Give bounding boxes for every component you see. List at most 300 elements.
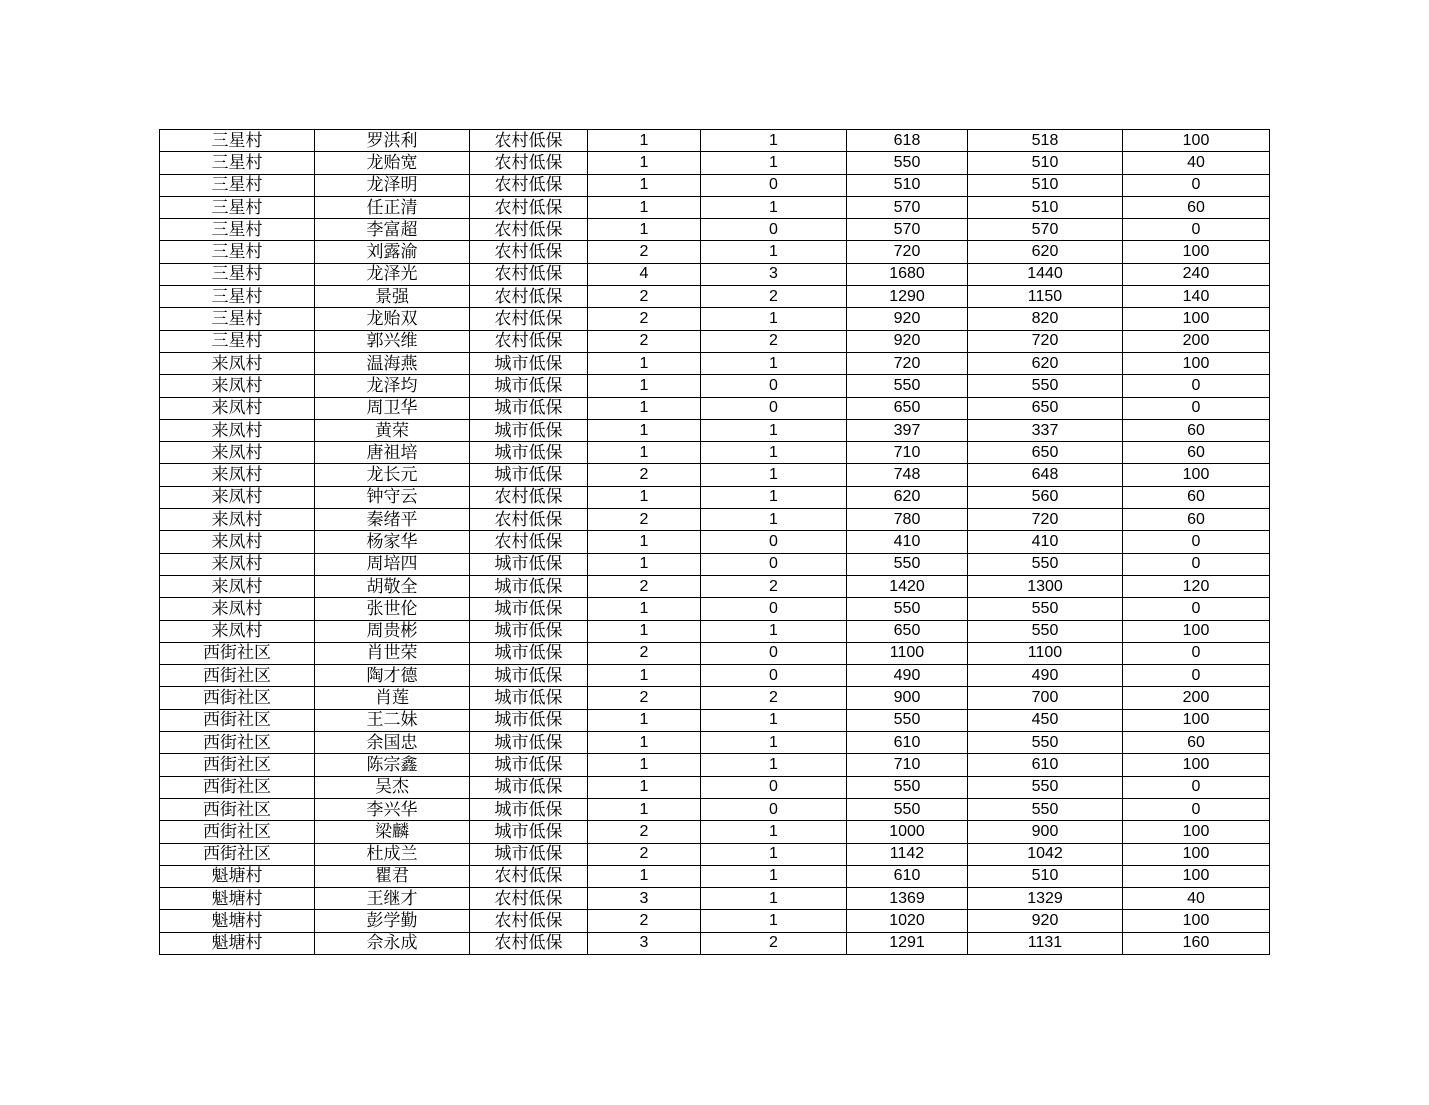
- village-cell: 魁塘村: [160, 932, 315, 954]
- difference-cell: 40: [1123, 152, 1270, 174]
- household-size-cell: 1: [588, 598, 701, 620]
- amount-cell: 618: [847, 130, 968, 152]
- amount-cell: 550: [847, 798, 968, 820]
- recipients-cell: 1: [701, 865, 847, 887]
- household-size-cell: 1: [588, 130, 701, 152]
- difference-cell: 100: [1123, 620, 1270, 642]
- recipients-cell: 2: [701, 932, 847, 954]
- table-row: [160, 732, 1270, 754]
- household-size-cell: 1: [588, 531, 701, 553]
- name-cell: 任正清: [315, 196, 470, 218]
- recipients-cell: 1: [701, 843, 847, 865]
- recipients-cell: 0: [701, 642, 847, 664]
- table-row: [160, 575, 1270, 597]
- name-cell: 杨家华: [315, 531, 470, 553]
- recipients-cell: 1: [701, 732, 847, 754]
- base-amount-cell: 620: [968, 352, 1123, 374]
- household-size-cell: 2: [588, 308, 701, 330]
- difference-cell: 100: [1123, 352, 1270, 374]
- type-cell: 城市低保: [470, 553, 588, 575]
- type-cell: 农村低保: [470, 531, 588, 553]
- amount-cell: 900: [847, 687, 968, 709]
- village-cell: 西街社区: [160, 843, 315, 865]
- difference-cell: 160: [1123, 932, 1270, 954]
- name-cell: 佘永成: [315, 932, 470, 954]
- table-row: [160, 419, 1270, 441]
- name-cell: 黄荣: [315, 419, 470, 441]
- base-amount-cell: 490: [968, 665, 1123, 687]
- type-cell: 农村低保: [470, 509, 588, 531]
- table-body: [160, 130, 1270, 955]
- difference-cell: 100: [1123, 241, 1270, 263]
- table-row: [160, 531, 1270, 553]
- base-amount-cell: 1440: [968, 263, 1123, 285]
- recipients-cell: 1: [701, 352, 847, 374]
- base-amount-cell: 550: [968, 798, 1123, 820]
- village-cell: 来凤村: [160, 531, 315, 553]
- table-row: [160, 152, 1270, 174]
- table-row: [160, 464, 1270, 486]
- amount-cell: 1290: [847, 286, 968, 308]
- amount-cell: 1420: [847, 575, 968, 597]
- name-cell: 吴杰: [315, 776, 470, 798]
- table-row: [160, 665, 1270, 687]
- household-size-cell: 2: [588, 286, 701, 308]
- household-size-cell: 4: [588, 263, 701, 285]
- name-cell: 龙泽均: [315, 375, 470, 397]
- table-row: [160, 130, 1270, 152]
- table-row: [160, 642, 1270, 664]
- base-amount-cell: 610: [968, 754, 1123, 776]
- amount-cell: 920: [847, 330, 968, 352]
- household-size-cell: 2: [588, 509, 701, 531]
- recipients-cell: 1: [701, 486, 847, 508]
- difference-cell: 0: [1123, 665, 1270, 687]
- type-cell: 农村低保: [470, 308, 588, 330]
- recipients-cell: 1: [701, 910, 847, 932]
- amount-cell: 720: [847, 352, 968, 374]
- type-cell: 城市低保: [470, 598, 588, 620]
- type-cell: 城市低保: [470, 620, 588, 642]
- recipients-cell: 1: [701, 464, 847, 486]
- base-amount-cell: 560: [968, 486, 1123, 508]
- amount-cell: 570: [847, 196, 968, 218]
- type-cell: 城市低保: [470, 642, 588, 664]
- village-cell: 三星村: [160, 219, 315, 241]
- base-amount-cell: 650: [968, 442, 1123, 464]
- table-row: [160, 174, 1270, 196]
- name-cell: 罗洪利: [315, 130, 470, 152]
- recipients-cell: 1: [701, 821, 847, 843]
- base-amount-cell: 1131: [968, 932, 1123, 954]
- household-size-cell: 3: [588, 932, 701, 954]
- household-size-cell: 1: [588, 732, 701, 754]
- table-row: [160, 598, 1270, 620]
- village-cell: 来凤村: [160, 419, 315, 441]
- amount-cell: 1680: [847, 263, 968, 285]
- table-row: [160, 442, 1270, 464]
- village-cell: 三星村: [160, 174, 315, 196]
- table-row: [160, 687, 1270, 709]
- name-cell: 秦绪平: [315, 509, 470, 531]
- difference-cell: 100: [1123, 843, 1270, 865]
- name-cell: 刘露渝: [315, 241, 470, 263]
- household-size-cell: 1: [588, 442, 701, 464]
- household-size-cell: 1: [588, 553, 701, 575]
- household-size-cell: 1: [588, 352, 701, 374]
- amount-cell: 710: [847, 442, 968, 464]
- village-cell: 三星村: [160, 330, 315, 352]
- table-row: [160, 776, 1270, 798]
- table-row: [160, 308, 1270, 330]
- recipients-cell: 0: [701, 375, 847, 397]
- village-cell: 西街社区: [160, 798, 315, 820]
- base-amount-cell: 337: [968, 419, 1123, 441]
- table-row: [160, 553, 1270, 575]
- household-size-cell: 2: [588, 821, 701, 843]
- household-size-cell: 1: [588, 152, 701, 174]
- village-cell: 西街社区: [160, 776, 315, 798]
- table-row: [160, 219, 1270, 241]
- village-cell: 魁塘村: [160, 888, 315, 910]
- recipients-cell: 0: [701, 553, 847, 575]
- table-row: [160, 375, 1270, 397]
- recipients-cell: 1: [701, 308, 847, 330]
- village-cell: 来凤村: [160, 375, 315, 397]
- village-cell: 三星村: [160, 196, 315, 218]
- recipients-cell: 2: [701, 330, 847, 352]
- difference-cell: 0: [1123, 375, 1270, 397]
- amount-cell: 570: [847, 219, 968, 241]
- base-amount-cell: 620: [968, 241, 1123, 263]
- household-size-cell: 1: [588, 219, 701, 241]
- household-size-cell: 2: [588, 241, 701, 263]
- welfare-table: [159, 129, 1270, 955]
- difference-cell: 0: [1123, 219, 1270, 241]
- household-size-cell: 2: [588, 687, 701, 709]
- amount-cell: 920: [847, 308, 968, 330]
- village-cell: 来凤村: [160, 352, 315, 374]
- name-cell: 王继才: [315, 888, 470, 910]
- household-size-cell: 1: [588, 709, 701, 731]
- village-cell: 西街社区: [160, 665, 315, 687]
- base-amount-cell: 510: [968, 152, 1123, 174]
- village-cell: 魁塘村: [160, 910, 315, 932]
- table-row: [160, 241, 1270, 263]
- type-cell: 城市低保: [470, 732, 588, 754]
- household-size-cell: 1: [588, 375, 701, 397]
- name-cell: 张世伦: [315, 598, 470, 620]
- base-amount-cell: 820: [968, 308, 1123, 330]
- household-size-cell: 1: [588, 486, 701, 508]
- amount-cell: 1020: [847, 910, 968, 932]
- type-cell: 农村低保: [470, 330, 588, 352]
- village-cell: 来凤村: [160, 598, 315, 620]
- name-cell: 钟守云: [315, 486, 470, 508]
- household-size-cell: 2: [588, 330, 701, 352]
- amount-cell: 1100: [847, 642, 968, 664]
- household-size-cell: 1: [588, 665, 701, 687]
- difference-cell: 140: [1123, 286, 1270, 308]
- type-cell: 城市低保: [470, 798, 588, 820]
- base-amount-cell: 650: [968, 397, 1123, 419]
- difference-cell: 60: [1123, 732, 1270, 754]
- recipients-cell: 2: [701, 286, 847, 308]
- name-cell: 景强: [315, 286, 470, 308]
- recipients-cell: 1: [701, 419, 847, 441]
- name-cell: 周贵彬: [315, 620, 470, 642]
- recipients-cell: 0: [701, 531, 847, 553]
- village-cell: 来凤村: [160, 486, 315, 508]
- amount-cell: 710: [847, 754, 968, 776]
- base-amount-cell: 570: [968, 219, 1123, 241]
- household-size-cell: 1: [588, 397, 701, 419]
- name-cell: 龙泽光: [315, 263, 470, 285]
- type-cell: 农村低保: [470, 130, 588, 152]
- recipients-cell: 0: [701, 776, 847, 798]
- amount-cell: 720: [847, 241, 968, 263]
- amount-cell: 550: [847, 152, 968, 174]
- table-row: [160, 865, 1270, 887]
- table-row: [160, 509, 1270, 531]
- amount-cell: 410: [847, 531, 968, 553]
- type-cell: 城市低保: [470, 352, 588, 374]
- table-row: [160, 286, 1270, 308]
- type-cell: 城市低保: [470, 397, 588, 419]
- difference-cell: 60: [1123, 419, 1270, 441]
- name-cell: 余国忠: [315, 732, 470, 754]
- difference-cell: 100: [1123, 910, 1270, 932]
- table-row: [160, 263, 1270, 285]
- table-row: [160, 932, 1270, 954]
- difference-cell: 0: [1123, 776, 1270, 798]
- village-cell: 三星村: [160, 241, 315, 263]
- name-cell: 龙泽明: [315, 174, 470, 196]
- recipients-cell: 0: [701, 598, 847, 620]
- village-cell: 西街社区: [160, 709, 315, 731]
- name-cell: 肖世荣: [315, 642, 470, 664]
- type-cell: 农村低保: [470, 286, 588, 308]
- base-amount-cell: 410: [968, 531, 1123, 553]
- village-cell: 三星村: [160, 286, 315, 308]
- recipients-cell: 1: [701, 888, 847, 910]
- recipients-cell: 2: [701, 687, 847, 709]
- amount-cell: 1142: [847, 843, 968, 865]
- recipients-cell: 0: [701, 219, 847, 241]
- amount-cell: 610: [847, 732, 968, 754]
- recipients-cell: 1: [701, 152, 847, 174]
- amount-cell: 550: [847, 776, 968, 798]
- difference-cell: 240: [1123, 263, 1270, 285]
- base-amount-cell: 900: [968, 821, 1123, 843]
- table-row: [160, 620, 1270, 642]
- name-cell: 周培四: [315, 553, 470, 575]
- household-size-cell: 2: [588, 642, 701, 664]
- difference-cell: 100: [1123, 130, 1270, 152]
- amount-cell: 397: [847, 419, 968, 441]
- household-size-cell: 1: [588, 865, 701, 887]
- name-cell: 王二妹: [315, 709, 470, 731]
- name-cell: 李兴华: [315, 798, 470, 820]
- table-row: [160, 330, 1270, 352]
- difference-cell: 60: [1123, 442, 1270, 464]
- household-size-cell: 1: [588, 174, 701, 196]
- type-cell: 城市低保: [470, 843, 588, 865]
- village-cell: 来凤村: [160, 442, 315, 464]
- amount-cell: 610: [847, 865, 968, 887]
- amount-cell: 650: [847, 397, 968, 419]
- type-cell: 城市低保: [470, 776, 588, 798]
- difference-cell: 100: [1123, 709, 1270, 731]
- type-cell: 农村低保: [470, 910, 588, 932]
- name-cell: 梁麟: [315, 821, 470, 843]
- difference-cell: 100: [1123, 754, 1270, 776]
- base-amount-cell: 700: [968, 687, 1123, 709]
- base-amount-cell: 648: [968, 464, 1123, 486]
- household-size-cell: 2: [588, 464, 701, 486]
- village-cell: 三星村: [160, 308, 315, 330]
- base-amount-cell: 1042: [968, 843, 1123, 865]
- village-cell: 魁塘村: [160, 865, 315, 887]
- type-cell: 农村低保: [470, 486, 588, 508]
- village-cell: 西街社区: [160, 732, 315, 754]
- amount-cell: 550: [847, 709, 968, 731]
- name-cell: 瞿君: [315, 865, 470, 887]
- base-amount-cell: 550: [968, 732, 1123, 754]
- household-size-cell: 2: [588, 910, 701, 932]
- table-row: [160, 709, 1270, 731]
- village-cell: 来凤村: [160, 464, 315, 486]
- difference-cell: 0: [1123, 397, 1270, 419]
- recipients-cell: 0: [701, 174, 847, 196]
- difference-cell: 0: [1123, 174, 1270, 196]
- difference-cell: 60: [1123, 196, 1270, 218]
- base-amount-cell: 550: [968, 620, 1123, 642]
- base-amount-cell: 720: [968, 509, 1123, 531]
- table-row: [160, 486, 1270, 508]
- difference-cell: 60: [1123, 486, 1270, 508]
- recipients-cell: 2: [701, 575, 847, 597]
- type-cell: 城市低保: [470, 375, 588, 397]
- recipients-cell: 0: [701, 798, 847, 820]
- household-size-cell: 1: [588, 754, 701, 776]
- type-cell: 农村低保: [470, 263, 588, 285]
- base-amount-cell: 720: [968, 330, 1123, 352]
- type-cell: 城市低保: [470, 687, 588, 709]
- type-cell: 城市低保: [470, 575, 588, 597]
- difference-cell: 40: [1123, 888, 1270, 910]
- village-cell: 来凤村: [160, 575, 315, 597]
- amount-cell: 490: [847, 665, 968, 687]
- name-cell: 唐祖培: [315, 442, 470, 464]
- amount-cell: 1369: [847, 888, 968, 910]
- type-cell: 农村低保: [470, 219, 588, 241]
- base-amount-cell: 1150: [968, 286, 1123, 308]
- name-cell: 彭学勤: [315, 910, 470, 932]
- village-cell: 来凤村: [160, 397, 315, 419]
- recipients-cell: 1: [701, 196, 847, 218]
- household-size-cell: 3: [588, 888, 701, 910]
- base-amount-cell: 1300: [968, 575, 1123, 597]
- base-amount-cell: 550: [968, 553, 1123, 575]
- table-row: [160, 888, 1270, 910]
- type-cell: 农村低保: [470, 888, 588, 910]
- table-row: [160, 910, 1270, 932]
- recipients-cell: 1: [701, 620, 847, 642]
- household-size-cell: 1: [588, 196, 701, 218]
- amount-cell: 510: [847, 174, 968, 196]
- amount-cell: 550: [847, 553, 968, 575]
- name-cell: 郭兴维: [315, 330, 470, 352]
- name-cell: 龙长元: [315, 464, 470, 486]
- name-cell: 陈宗鑫: [315, 754, 470, 776]
- recipients-cell: 1: [701, 509, 847, 531]
- household-size-cell: 1: [588, 620, 701, 642]
- type-cell: 农村低保: [470, 932, 588, 954]
- table-row: [160, 352, 1270, 374]
- amount-cell: 650: [847, 620, 968, 642]
- name-cell: 杜成兰: [315, 843, 470, 865]
- village-cell: 西街社区: [160, 687, 315, 709]
- village-cell: 三星村: [160, 130, 315, 152]
- name-cell: 陶才德: [315, 665, 470, 687]
- amount-cell: 1000: [847, 821, 968, 843]
- difference-cell: 100: [1123, 308, 1270, 330]
- recipients-cell: 1: [701, 130, 847, 152]
- recipients-cell: 1: [701, 241, 847, 263]
- name-cell: 李富超: [315, 219, 470, 241]
- difference-cell: 100: [1123, 464, 1270, 486]
- base-amount-cell: 1100: [968, 642, 1123, 664]
- amount-cell: 550: [847, 375, 968, 397]
- village-cell: 来凤村: [160, 509, 315, 531]
- type-cell: 农村低保: [470, 865, 588, 887]
- name-cell: 温海燕: [315, 352, 470, 374]
- type-cell: 农村低保: [470, 196, 588, 218]
- base-amount-cell: 920: [968, 910, 1123, 932]
- type-cell: 城市低保: [470, 442, 588, 464]
- table-row: [160, 397, 1270, 419]
- amount-cell: 1291: [847, 932, 968, 954]
- recipients-cell: 0: [701, 397, 847, 419]
- amount-cell: 780: [847, 509, 968, 531]
- household-size-cell: 1: [588, 419, 701, 441]
- recipients-cell: 0: [701, 665, 847, 687]
- type-cell: 城市低保: [470, 754, 588, 776]
- base-amount-cell: 518: [968, 130, 1123, 152]
- name-cell: 周卫华: [315, 397, 470, 419]
- type-cell: 城市低保: [470, 709, 588, 731]
- type-cell: 城市低保: [470, 419, 588, 441]
- village-cell: 西街社区: [160, 821, 315, 843]
- recipients-cell: 1: [701, 709, 847, 731]
- village-cell: 来凤村: [160, 553, 315, 575]
- amount-cell: 550: [847, 598, 968, 620]
- base-amount-cell: 550: [968, 776, 1123, 798]
- table-row: [160, 821, 1270, 843]
- difference-cell: 200: [1123, 687, 1270, 709]
- name-cell: 肖莲: [315, 687, 470, 709]
- recipients-cell: 3: [701, 263, 847, 285]
- difference-cell: 0: [1123, 798, 1270, 820]
- type-cell: 城市低保: [470, 821, 588, 843]
- type-cell: 城市低保: [470, 665, 588, 687]
- type-cell: 农村低保: [470, 174, 588, 196]
- name-cell: 胡敬全: [315, 575, 470, 597]
- difference-cell: 0: [1123, 531, 1270, 553]
- household-size-cell: 2: [588, 843, 701, 865]
- base-amount-cell: 550: [968, 375, 1123, 397]
